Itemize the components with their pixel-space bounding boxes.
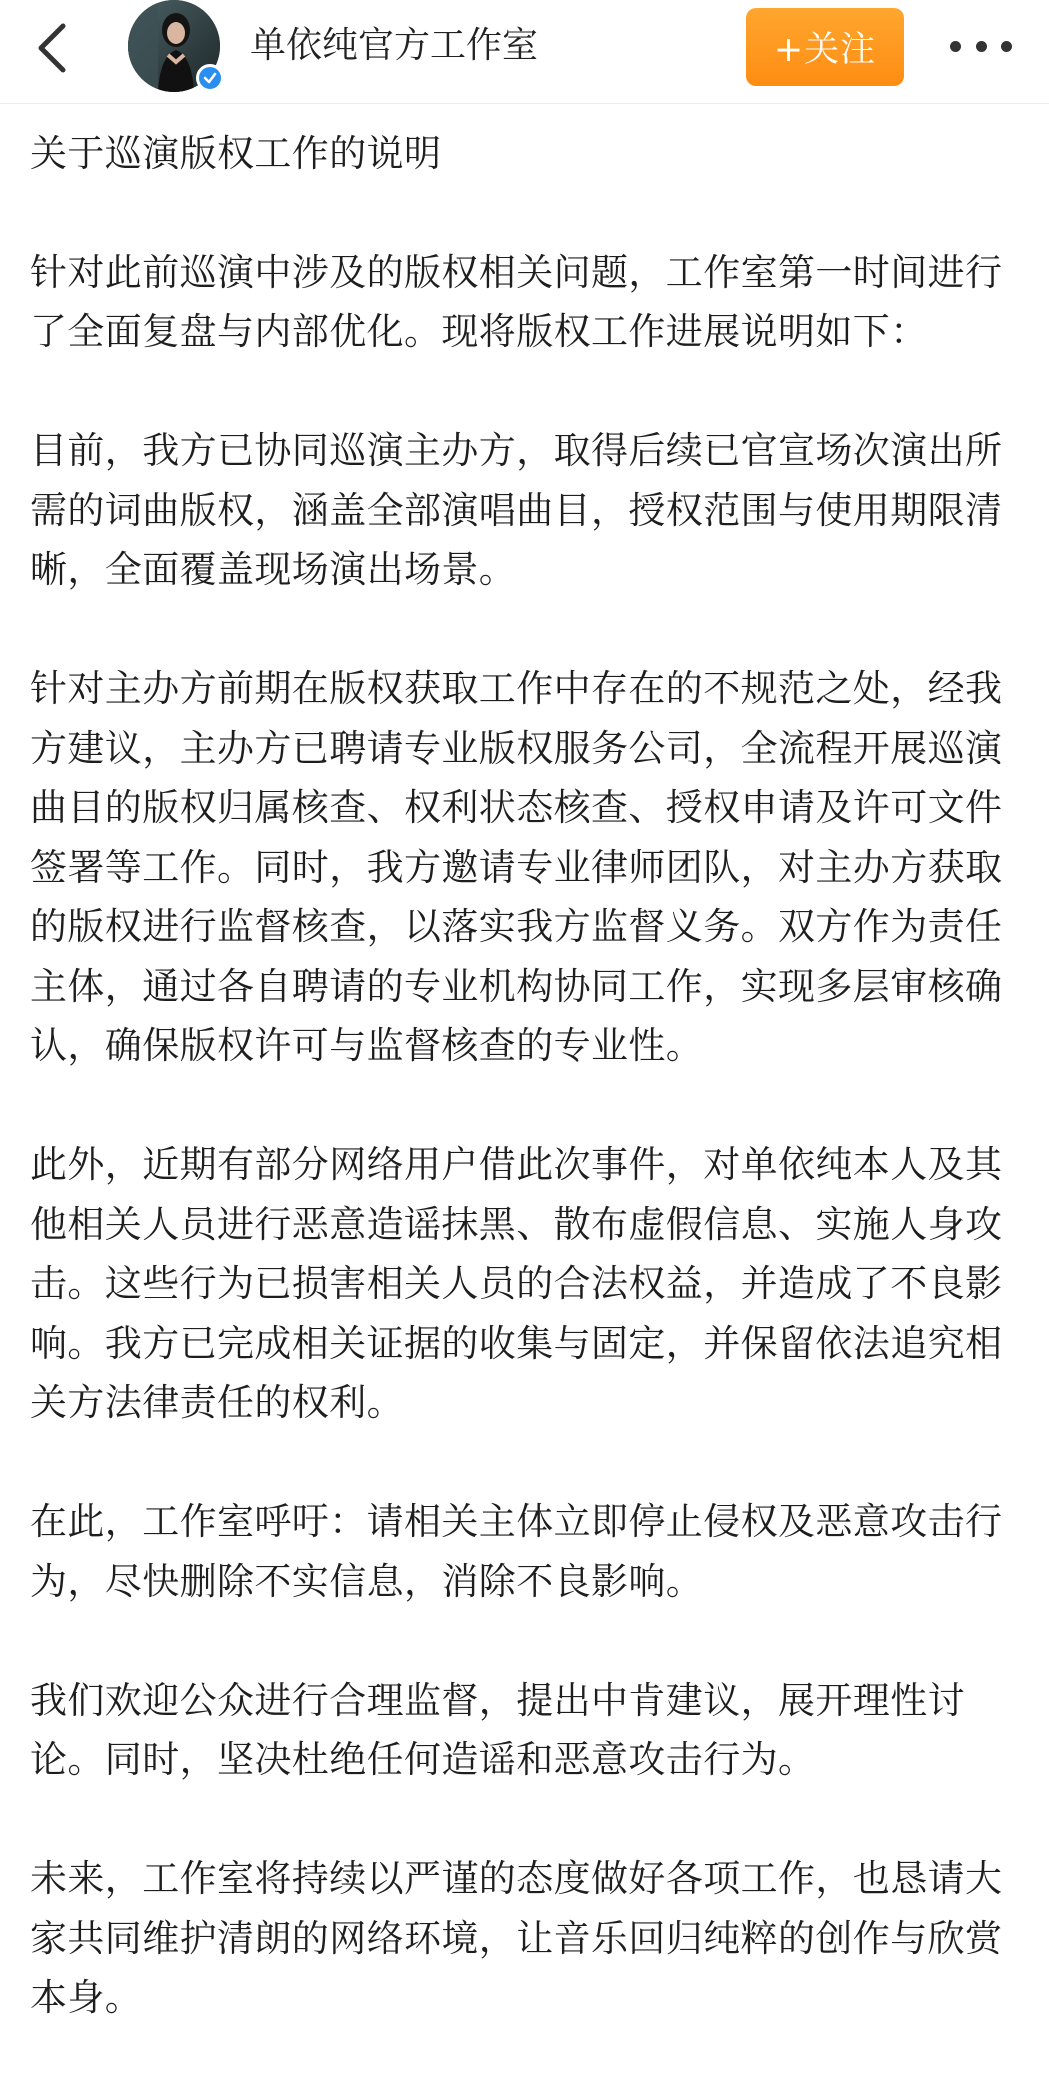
post-paragraph: 我们欢迎公众进行合理监督，提出中肯建议，展开理性讨论。同时，坚决杜绝任何造谣和恶意攻击行为。	[30, 1678, 965, 1781]
post-paragraph: 在此，工作室呼吁：请相关主体立即停止侵权及恶意攻击行为，尽快删除不实信息，消除不良影响。	[30, 1500, 1003, 1603]
post-paragraph: 目前，我方已协同巡演主办方，取得后续已官宣场次演出所需的词曲版权，涵盖全部演唱曲目，授权范围与使用期限清晰，全面覆盖现场演出场景。	[30, 429, 1003, 591]
verified-check-icon	[196, 64, 224, 92]
chevron-left-icon	[35, 22, 69, 74]
post-paragraph: 此外，近期有部分网络用户借此次事件，对单依纯本人及其他相关人员进行恶意造谣抹黑、散布虚假信息、实施人身攻击。这些行为已损害相关人员的合法权益，并造成了不良影响。我方已完成相关证据的收集与固定，并保留依法追究相关方法律责任的权利。	[30, 1143, 1003, 1424]
top-bar	[0, 0, 1049, 104]
more-button[interactable]	[946, 26, 1016, 66]
post-body	[30, 124, 1025, 2087]
back-button[interactable]	[22, 18, 82, 78]
post-paragraph: 针对主办方前期在版权获取工作中存在的不规范之处，经我方建议，主办方已聘请专业版权服务公司，全流程开展巡演曲目的版权归属核查、权利状态核查、授权申请及许可文件签署等工作。同时，我方邀请专业律师团队，对主办方获取的版权进行监督核查，以落实我方监督义务。双方作为责任主体，通过各自聘请的专业机构协同工作，实现多层审核确认，确保版权许可与监督核查的专业性。	[30, 667, 1003, 1067]
post-paragraph: 针对此前巡演中涉及的版权相关问题，工作室第一时间进行了全面复盘与内部优化。现将版权工作进展说明如下：	[30, 250, 1003, 353]
account-name[interactable]: 单依纯官方工作室	[250, 25, 539, 66]
more-dots-icon	[950, 41, 961, 52]
post-paragraph: 未来，工作室将持续以严谨的态度做好各项工作，也恳请大家共同维护清朗的网络环境，让音乐回归纯粹的创作与欣赏本身。	[30, 1857, 1003, 2019]
more-dots-icon	[1001, 41, 1012, 52]
follow-button[interactable]: +关注	[746, 8, 904, 86]
post-title: 关于巡演版权工作的说明	[30, 132, 442, 175]
account-avatar[interactable]	[128, 0, 224, 96]
more-dots-icon	[976, 41, 987, 52]
